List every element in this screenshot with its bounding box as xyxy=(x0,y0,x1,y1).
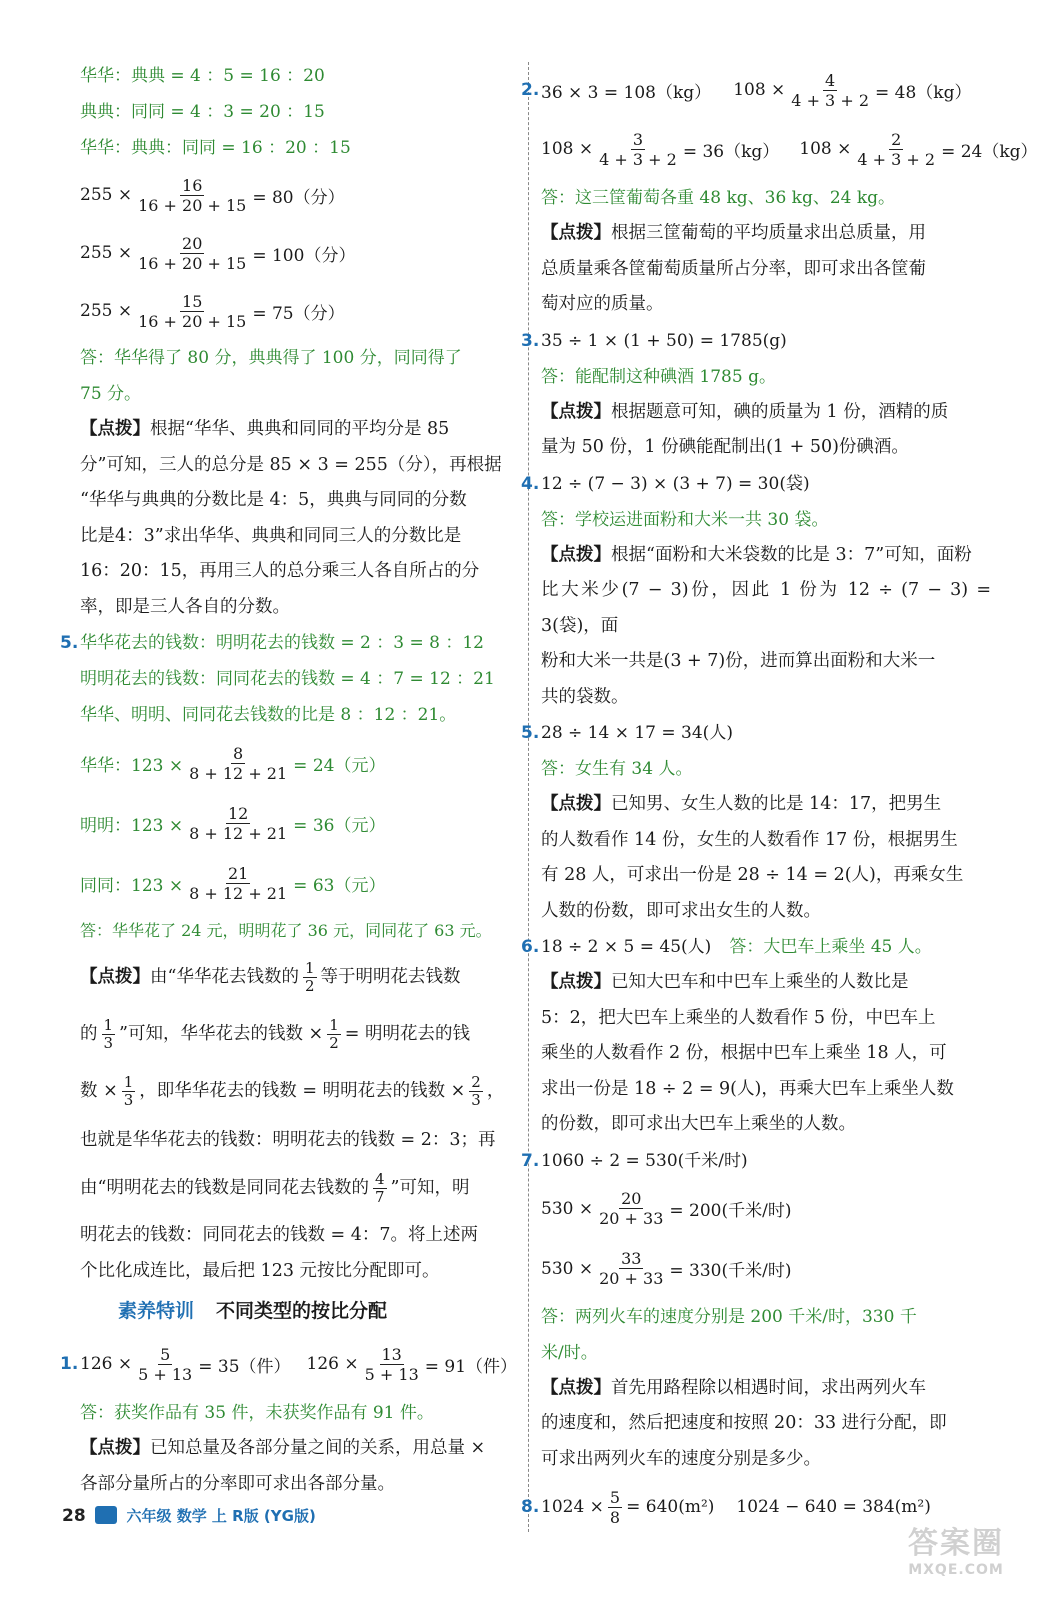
answer-line: 答：华华得了 80 分，典典得了 100 分，同同得了 xyxy=(80,348,462,368)
brand-logo-icon xyxy=(95,1506,117,1524)
tip-paragraph xyxy=(80,412,520,625)
formula-prefix: 530 × xyxy=(541,1258,594,1279)
tip-text: 各部分量所占的分率即可求出各部分量。 xyxy=(80,1473,395,1494)
numerator: 1 xyxy=(123,1073,134,1091)
tip-label: 【点拨】 xyxy=(541,223,611,243)
formula-result: = 36（kg） xyxy=(682,141,780,162)
formula-row xyxy=(80,224,520,282)
answer-line: 米/时。 xyxy=(541,1342,598,1363)
formula-result: = 80（分） xyxy=(252,187,345,208)
formula-result: = 100（分） xyxy=(252,245,356,266)
tip-text: 率，即是三人各自的分数。 xyxy=(80,596,290,617)
denominator: 16 + 20 + 15 xyxy=(138,195,247,215)
formula-row xyxy=(541,118,1038,180)
numerator: 1 xyxy=(103,1016,114,1034)
q5-line xyxy=(521,715,991,751)
answer-line: 答：学校运进面粉和大米一共 30 袋。 xyxy=(541,509,829,530)
denominator: 8 + 12 + 21 xyxy=(189,763,288,783)
tip-text: 16：20：15，再用三人的总分乘三人各自所占的分 xyxy=(80,561,480,581)
tip-text: 的速度和，然后把速度和按照 20：33 进行分配，即 xyxy=(541,1413,947,1433)
tip-paragraph xyxy=(541,965,991,1143)
numerator: 1 xyxy=(304,959,315,977)
question-number: 4. xyxy=(521,473,540,494)
answer-line: 75 分。 xyxy=(80,384,142,404)
numerator: 15 xyxy=(182,291,203,311)
q6-line xyxy=(521,929,991,965)
q6-formula: 18 ÷ 2 × 5 = 45(人) xyxy=(541,937,712,957)
formula-result: = 91（件） xyxy=(424,1356,518,1377)
numerator: 4 xyxy=(825,70,836,90)
numerator: 5 xyxy=(609,1487,621,1507)
tip-text: 根据题意可知，碘的质量为 1 份，酒精的质 xyxy=(611,401,949,422)
fraction xyxy=(855,130,937,169)
numerator: 16 xyxy=(182,175,203,195)
tip-paragraph xyxy=(541,1371,991,1478)
tip-text: 已知大巴车和中巴车上乘坐的人数比是 xyxy=(611,972,909,992)
fraction xyxy=(303,960,317,995)
denominator: 7 xyxy=(374,1188,385,1206)
formula-result: = 24（kg） xyxy=(941,141,1038,162)
numerator: 13 xyxy=(381,1344,402,1364)
tip-label: 【点拨】 xyxy=(541,794,611,814)
tip-text: 量为 50 份，1 份碘能配制出(1 + 50)份碘酒。 xyxy=(541,437,909,457)
fraction xyxy=(597,1249,665,1288)
tip-text: 人数的份数，即可求出女生的人数。 xyxy=(541,900,821,921)
tip-paragraph xyxy=(541,395,991,466)
formula-result: = 24（元） xyxy=(293,755,386,776)
numerator: 2 xyxy=(471,1073,481,1091)
numerator: 20 xyxy=(182,233,203,253)
tip-label: 【点拨】 xyxy=(80,419,150,439)
tip-label: 【点拨】 xyxy=(80,1438,150,1458)
tip-text: 萄对应的质量。 xyxy=(541,294,664,314)
question-number: 8. xyxy=(521,1497,540,1517)
question-number: 5. xyxy=(60,633,79,653)
denominator: 8 xyxy=(609,1507,621,1527)
formula-prefix: 255 × xyxy=(80,185,133,205)
formula-prefix: 108 × xyxy=(733,80,786,100)
tip-text: 根据三筐葡萄的平均质量求出总质量，用 xyxy=(611,223,926,243)
tip-label: 【点拨】 xyxy=(541,972,611,992)
formula-prefix: 530 × xyxy=(541,1198,594,1219)
formula-row xyxy=(541,1239,991,1299)
tip-text: 乘坐的人数看作 2 份，根据中巴车上乘坐 18 人，可 xyxy=(541,1043,947,1063)
tip-paragraph xyxy=(80,1431,520,1502)
formula-row xyxy=(80,733,520,793)
ratio-line-1: 华华：典典 = 4 ：5 = 16 ：20 xyxy=(80,66,325,86)
question-number: 2. xyxy=(521,80,540,100)
formula-prefix: 108 × xyxy=(541,139,594,159)
tip-text: 5：2，把大巴车上乘坐的人数看作 5 份，中巴车上 xyxy=(541,1007,936,1028)
formula-row xyxy=(521,62,991,118)
tip-text: 根据“华华、典典和同同的平均分是 85 xyxy=(150,419,450,439)
q5-line-3: 华华、明明、同同花去钱数的比是 8 ：12 ：21。 xyxy=(80,705,457,725)
q5-line-1 xyxy=(60,625,520,661)
formula-result: = 63（元） xyxy=(293,875,386,896)
numerator: 21 xyxy=(227,863,249,883)
q5-formula: 28 ÷ 14 × 17 = 34(人) xyxy=(541,723,733,743)
formula-result: = 36（元） xyxy=(293,815,386,836)
tip-text: 明花去的钱数：同同花去的钱数 = 4：7。将上述两 xyxy=(80,1225,479,1245)
formula-text: 1024 − 640 = 384(m²) xyxy=(736,1497,931,1517)
tip-paragraph xyxy=(541,787,991,929)
section-heading xyxy=(80,1289,520,1333)
formula-prefix: 华华：123 × xyxy=(80,755,184,776)
denominator: 2 xyxy=(304,977,315,995)
denominator: 4 + 3 + 2 xyxy=(599,149,677,169)
fraction xyxy=(102,1017,116,1052)
formula-prefix: 108 × xyxy=(799,139,852,159)
tip-paragraph xyxy=(80,949,520,1289)
tip-text: 总质量乘各筐葡萄质量所占分率，即可求出各筐葡 xyxy=(541,258,926,279)
tip-text: ”可知，华华花去的钱数 × xyxy=(119,1024,324,1044)
tip-text: 由“华华花去钱数的 xyxy=(150,967,299,987)
q5-line-2: 明明花去的钱数：同同花去的钱数 = 4 ：7 = 12 ：21 xyxy=(80,669,495,689)
formula-text: 36 × 3 = 108（kg） xyxy=(541,82,712,103)
q3-formula: 35 ÷ 1 × (1 + 50) = 1785(g) xyxy=(541,330,787,351)
formula-row xyxy=(80,282,520,340)
q7-formula: 1060 ÷ 2 = 530(千米/时) xyxy=(541,1150,748,1171)
numerator: 12 xyxy=(227,803,249,823)
tip-label: 【点拨】 xyxy=(541,401,611,422)
denominator: 3 xyxy=(471,1091,481,1109)
tip-text: 比是4：3”求出华华、典典和同同三人的分数比是 xyxy=(80,525,462,546)
formula-row xyxy=(60,1333,520,1395)
ratio-line-3: 华华：典典：同同 = 16 ：20 ：15 xyxy=(80,138,351,158)
numerator: 8 xyxy=(233,743,244,763)
answer-line: 答：能配制这种碘酒 1785 g。 xyxy=(541,366,776,387)
formula-prefix: 同同：123 × xyxy=(80,875,184,896)
tip-text: 有 28 人，可求出一份是 28 ÷ 14 = 2(人)，再乘女生 xyxy=(541,865,964,885)
tip-text: 已知男、女生人数的比是 14：17，把男生 xyxy=(611,794,942,814)
section-tag: 素养特训 xyxy=(118,1300,195,1322)
section-title: 不同类型的按比分配 xyxy=(216,1300,388,1322)
formula-row xyxy=(80,166,520,224)
formula-prefix: 255 × xyxy=(80,243,133,263)
question-number: 6. xyxy=(521,937,540,957)
tip-text: 由“明明花去的钱数是同同花去钱数的 xyxy=(80,1178,369,1198)
q3-line xyxy=(521,323,991,359)
fraction xyxy=(789,71,871,110)
tip-text: “华华与典典的分数比是 4：5，典典与同同的分数 xyxy=(80,490,467,510)
watermark xyxy=(896,1518,1016,1588)
tip-text: 根据“面粉和大米袋数的比是 3：7”可知，面粉 xyxy=(611,544,972,565)
fraction xyxy=(187,804,289,843)
tip-text: ， xyxy=(486,1081,505,1101)
denominator: 4 + 3 + 2 xyxy=(857,149,936,169)
denominator: 5 + 13 xyxy=(138,1364,193,1384)
watermark-text: 答案圈 xyxy=(908,1526,1004,1561)
page-footer xyxy=(62,1505,316,1526)
left-column xyxy=(60,58,520,1502)
ratio-line-2: 典典：同同 = 4 ：3 = 20 ：15 xyxy=(80,102,325,122)
tip-paragraph xyxy=(541,216,991,323)
tip-text: 首先用路程除以相遇时间，求出两列火车 xyxy=(611,1377,926,1398)
numerator: 2 xyxy=(891,129,902,149)
tip-text: 数 × xyxy=(80,1081,118,1101)
formula-result: = 75（分） xyxy=(252,303,345,324)
fraction xyxy=(363,1345,421,1384)
book-title: 六年级 数学 上 R版 (YG版) xyxy=(126,1507,316,1525)
tip-paragraph xyxy=(541,538,991,716)
q5-text: 华华花去的钱数：明明花去的钱数 = 2 ：3 = 8 ：12 xyxy=(80,633,484,653)
formula-prefix: 126 × xyxy=(80,1354,133,1374)
numerator: 33 xyxy=(621,1249,642,1268)
denominator: 8 + 12 + 21 xyxy=(189,883,288,903)
formula-result: = 640(m²) xyxy=(626,1497,715,1517)
answer-text: 答：大巴车上乘坐 45 人。 xyxy=(729,937,932,957)
fraction xyxy=(136,1345,194,1384)
formula-row xyxy=(80,793,520,853)
watermark-url: MXQE.COM xyxy=(908,1562,1004,1578)
denominator: 20 + 33 xyxy=(599,1209,664,1228)
tip-text: 粉和大米一共是(3 + 7)份，进而算出面粉和大米一 xyxy=(541,651,936,671)
denominator: 8 + 12 + 21 xyxy=(189,823,288,843)
tip-text: 分”可知，三人的总分是 85 × 3 = 255（分），再根据 xyxy=(80,454,502,475)
answer-line: 答：华华花了 24 元，明明花了 36 元，同同花了 63 元。 xyxy=(80,921,492,940)
fraction xyxy=(597,1189,665,1228)
question-number: 1. xyxy=(60,1354,79,1374)
question-number: 3. xyxy=(521,330,540,351)
right-column xyxy=(521,62,1038,1537)
tip-label: 【点拨】 xyxy=(80,967,150,987)
tip-text: 已知总量及各部分量之间的关系，用总量 × xyxy=(150,1438,486,1458)
tip-text: 个比化成连比，最后把 123 元按比分配即可。 xyxy=(80,1261,440,1281)
tip-text: 也就是华华花去的钱数：明明花去的钱数 = 2：3；再 xyxy=(80,1130,496,1150)
column-divider xyxy=(528,62,529,1532)
fraction xyxy=(373,1171,387,1206)
denominator: 5 + 13 xyxy=(364,1364,419,1384)
tip-label: 【点拨】 xyxy=(541,544,611,565)
denominator: 16 + 20 + 15 xyxy=(138,253,247,273)
answer-line: 答：这三筐葡萄各重 48 kg、36 kg、24 kg。 xyxy=(541,188,896,208)
page-number: 28 xyxy=(62,1506,86,1526)
denominator: 20 + 33 xyxy=(599,1269,664,1288)
denominator: 3 xyxy=(103,1034,114,1052)
q7-line xyxy=(521,1143,991,1179)
tip-text: ”可知，明 xyxy=(390,1178,470,1198)
answer-line: 答：两列火车的速度分别是 200 千米/时，330 千 xyxy=(541,1306,917,1327)
formula-result: = 200(千米/时) xyxy=(669,1201,792,1221)
fraction xyxy=(136,234,248,273)
numerator: 5 xyxy=(160,1344,171,1364)
formula-result: = 48（kg） xyxy=(875,82,972,103)
formula-prefix: 明明：123 × xyxy=(80,815,184,836)
fraction xyxy=(597,130,679,169)
denominator: 16 + 20 + 15 xyxy=(138,311,247,331)
formula-prefix: 126 × xyxy=(306,1354,359,1374)
question-number: 5. xyxy=(521,723,540,743)
denominator: 3 xyxy=(123,1091,134,1109)
question-number: 7. xyxy=(521,1150,540,1171)
fraction xyxy=(136,176,248,215)
tip-text: ，即华华花去的钱数 = 明明花去的钱数 × xyxy=(139,1081,466,1101)
tip-text: 的份数，即可求出大巴车上乘坐的人数。 xyxy=(541,1114,856,1134)
tip-text: 比大米少(7 − 3)份，因此 1 份为 12 ÷ (7 − 3) = 3(袋)，面 xyxy=(541,580,991,636)
numerator: 3 xyxy=(632,129,644,149)
formula-row xyxy=(541,1179,991,1239)
formula-row xyxy=(80,853,520,913)
numerator: 20 xyxy=(621,1189,642,1208)
fraction xyxy=(327,1017,341,1052)
q4-line xyxy=(521,466,991,502)
formula-result: = 330(千米/时) xyxy=(669,1261,792,1281)
numerator: 1 xyxy=(329,1016,339,1034)
tip-text: 共的袋数。 xyxy=(541,686,629,707)
tip-text: 的 xyxy=(80,1024,98,1044)
tip-text: 等于明明花去钱数 xyxy=(320,967,461,987)
numerator: 4 xyxy=(374,1170,385,1188)
tip-text: 可求出两列火车的速度分别是多少。 xyxy=(541,1448,821,1469)
formula-prefix: 255 × xyxy=(80,301,133,321)
fraction xyxy=(187,864,289,903)
tip-text: 的人数看作 14 份，女生的人数看作 17 份，根据男生 xyxy=(541,829,958,850)
tip-label: 【点拨】 xyxy=(541,1377,611,1398)
answer-line: 答：女生有 34 人。 xyxy=(541,759,693,779)
q4-formula: 12 ÷ (7 − 3) × (3 + 7) = 30(袋) xyxy=(541,473,810,494)
formula-result: = 35（件） xyxy=(198,1356,291,1377)
fraction xyxy=(608,1488,622,1527)
fraction xyxy=(136,292,248,331)
tip-text: = 明明花去的钱 xyxy=(344,1024,470,1044)
tip-text: 求出一份是 18 ÷ 2 = 9(人)，再乘大巴车上乘坐人数 xyxy=(541,1078,954,1099)
fraction xyxy=(469,1074,483,1109)
fraction xyxy=(187,744,289,783)
fraction xyxy=(122,1074,136,1109)
denominator: 2 xyxy=(329,1034,339,1052)
formula-prefix: 1024 × xyxy=(541,1497,604,1517)
answer-line: 答：获奖作品有 35 件，未获奖作品有 91 件。 xyxy=(80,1403,434,1423)
denominator: 4 + 3 + 2 xyxy=(791,90,869,110)
